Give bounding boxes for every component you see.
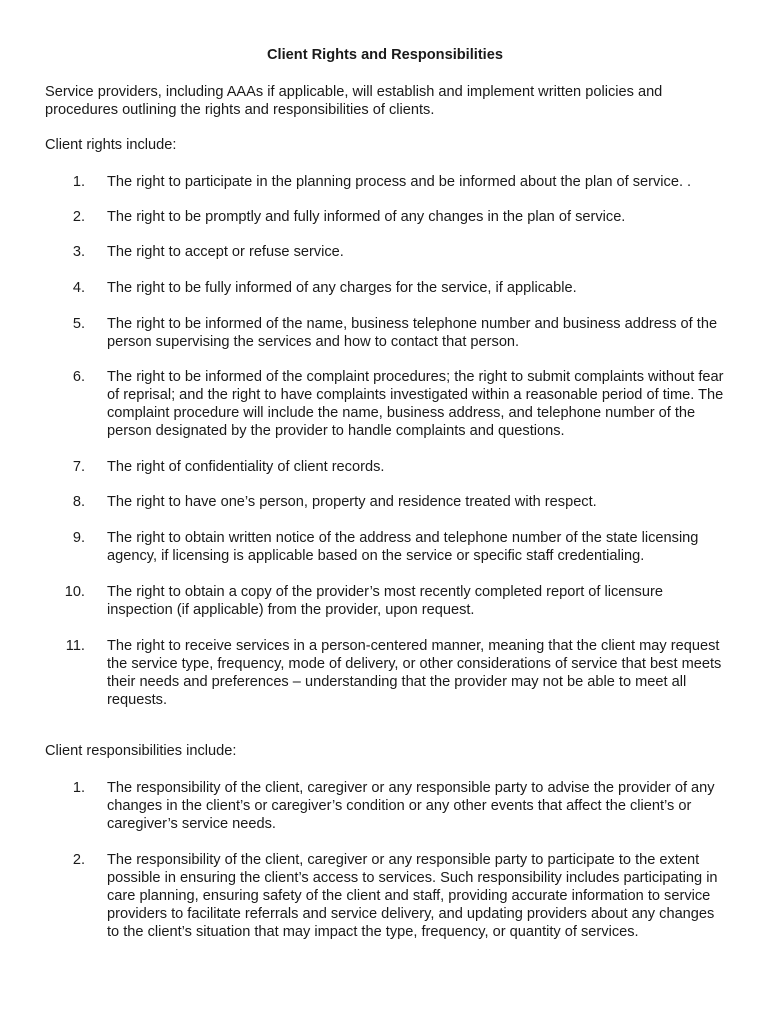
responsibilities-heading: Client responsibilities include:	[45, 743, 237, 759]
list-number: 6.	[72, 369, 85, 385]
list-text: The right to be promptly and fully informed of any changes in the plan of service.	[107, 209, 626, 225]
list-number: 3.	[72, 244, 85, 260]
list-text: The right to be informed of the complaint procedures; the right to submit complaints without fear of reprisal; and the right to have complaints investigated within a reasonable period of time. The complaint procedure will include the name, business address, and telephone number of the person designated by the provider to handle complaints and questions.	[107, 369, 724, 439]
intro-paragraph: Service providers, including AAAs if applicable, will establish and implement written policies and procedures outlining the rights and responsibilities of clients.	[45, 84, 663, 118]
list-text: The right to obtain a copy of the provider’s most recently completed report of licensure inspection (if applicable) from the provider, upon request.	[107, 584, 663, 618]
list-number: 10.	[64, 584, 85, 600]
list-number: 11.	[65, 638, 85, 654]
list-text: The right to accept or refuse service.	[107, 244, 344, 260]
list-text: The right to participate in the planning process and be informed about the plan of service. .	[107, 174, 692, 190]
list-number: 9.	[72, 530, 85, 546]
list-text: The right to obtain written notice of the address and telephone number of the state licensing agency, if licensing is applicable based on the service or specific staff credentialing.	[107, 530, 699, 564]
list-text: The right to be informed of the name, business telephone number and business address of the person supervising the services and how to contact that person.	[107, 316, 718, 350]
list-number: 1.	[72, 780, 85, 796]
list-text: The right to receive services in a person-centered manner, meaning that the client may request the service type, frequency, mode of delivery, or other considerations of service that best meets their needs and preferences – understanding that the provider may not be able to meet all requests.	[107, 638, 722, 708]
list-number: 2.	[72, 852, 85, 868]
list-number: 1.	[72, 174, 85, 190]
list-text: The responsibility of the client, caregiver or any responsible party to advise the provider of any changes in the client’s or caregiver’s condition or any other events that affect the client’s or caregiver’s service needs.	[107, 780, 715, 832]
list-text: The responsibility of the client, caregiver or any responsible party to participate to the extent possible in ensuring the client’s access to services. Such responsibility includes participating in care planning, ensuring safety of the client and staff, providing accurate information to service providers to facilitate referrals and service delivery, and updating providers about any changes to the client’s situation that may impact the type, frequency, or quantity of services.	[107, 852, 718, 940]
list-number: 7.	[72, 459, 85, 475]
document-title: Client Rights and Responsibilities	[267, 47, 503, 63]
list-number: 4.	[72, 280, 85, 296]
list-number: 8.	[72, 494, 85, 510]
list-number: 2.	[72, 209, 85, 225]
list-text: The right of confidentiality of client records.	[107, 459, 385, 475]
list-number: 5.	[72, 316, 85, 332]
rights-heading: Client rights include:	[45, 137, 177, 153]
list-text: The right to have one’s person, property and residence treated with respect.	[107, 494, 597, 510]
list-text: The right to be fully informed of any charges for the service, if applicable.	[107, 280, 577, 296]
